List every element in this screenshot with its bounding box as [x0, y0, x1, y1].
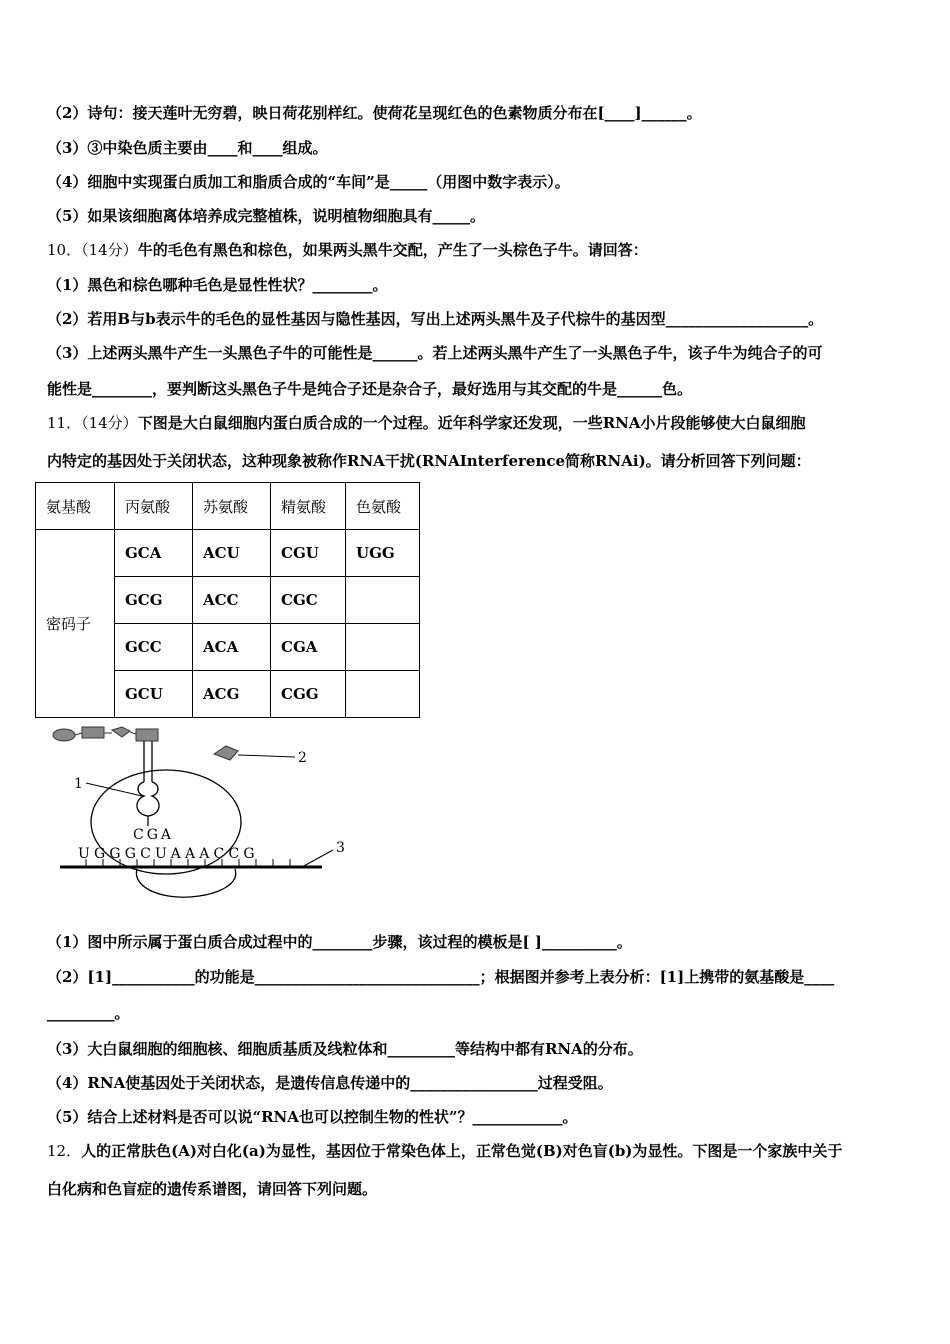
q10-part1: （1）黑色和棕色哪种毛色是显性性状？________。 — [47, 276, 388, 294]
codon-table-header — [36, 483, 420, 530]
header-cell: 苏氨酸 — [193, 483, 271, 530]
free-amino-acid — [214, 746, 238, 760]
header-cell: 丙氨酸 — [115, 483, 193, 530]
header-cell: 色氨酸 — [346, 483, 420, 530]
q9-part4: （4）细胞中实现蛋白质加工和脂质合成的“车间”是_____（用图中数字表示）。 — [47, 173, 570, 191]
label-1: 1 — [74, 776, 83, 792]
codon-cell: GCC — [115, 624, 193, 671]
row-label: 密码子 — [36, 530, 115, 718]
codon-cell: GCU — [115, 671, 193, 718]
codon-cell: ACC — [193, 577, 271, 624]
codon-cell: GCG — [115, 577, 193, 624]
q9-part5: （5）如果该细胞离体培养成完整植株，说明植物细胞具有_____。 — [47, 207, 485, 225]
header-cell: 氨基酸 — [36, 483, 115, 530]
q12-number: 12． — [47, 1142, 82, 1160]
peptide-chain — [53, 727, 158, 741]
codon-cell — [346, 671, 420, 718]
q11-part4: （4）RNA使基因处于关闭状态，是遗传信息传递中的_________________过程受阻。 — [47, 1074, 613, 1092]
trna-molecule — [137, 741, 159, 826]
q10-part3-line1: （3）上述两头黑牛产生一头黑色子牛的可能性是______。若上述两头黑牛产生了一头黑色子牛，该子牛为纯合子的可 — [47, 344, 823, 362]
q11-part3: （3）大白鼠细胞的细胞核、细胞质基质及线粒体和_________等结构中都有RNA的分布。 — [47, 1040, 643, 1058]
q11-part2-line1: （2）[1]___________的功能是______________________________；根据图并参考上表分析：[1]上携带的氨基酸是____ — [47, 968, 835, 986]
q11-number: 11．（14分） — [47, 414, 138, 432]
codon-cell: ACU — [193, 530, 271, 577]
q11-part1: （1）图中所示属于蛋白质合成过程中的________步骤，该过程的模板是[ ]__________。 — [47, 933, 632, 951]
codon-cell — [346, 624, 420, 671]
q10-number: 10．（14分） — [47, 241, 138, 259]
table-row — [36, 530, 420, 577]
codon-cell: CGG — [271, 671, 346, 718]
codon-cell — [346, 577, 420, 624]
codon-cell: ACA — [193, 624, 271, 671]
q11-part2-line2: _________。 — [47, 1004, 130, 1022]
codon-table — [35, 482, 420, 718]
header-cell: 精氨酸 — [271, 483, 346, 530]
q11-stem-text: 下图是大白鼠细胞内蛋白质合成的一个过程。近年科学家还发现，一些RNA小片段能够使大白鼠细胞 — [137, 414, 806, 432]
q12-stem-line2: 白化病和色盲症的遗传系谱图，请回答下列问题。 — [47, 1180, 378, 1198]
label-3-leader — [302, 850, 333, 867]
q12-stem-text: 人的正常肤色(A)对白化(a)为显性，基因位于常染色体上，正常色觉(B)对色盲(b)为显性。下图是一个家族中关于 — [81, 1142, 843, 1160]
q10-stem — [47, 239, 648, 260]
q10-part3-line2: 能性是________，要判断这头黑色子牛是纯合子还是杂合子，最好选用与其交配的牛是______色。 — [47, 380, 693, 398]
q11-stem-line1 — [47, 412, 806, 433]
codon-cell: GCA — [115, 530, 193, 577]
q11-part5: （5）结合上述材料是否可以说“RNA也可以控制生物的性状”？____________。 — [47, 1108, 578, 1126]
codon-cell: ACG — [193, 671, 271, 718]
codon-cell: CGU — [271, 530, 346, 577]
q11-stem-line2: 内特定的基因处于关闭状态，这种现象被称作RNA干扰(RNAInterference简称RNAi)。请分析回答下列问题： — [47, 452, 811, 470]
anticodon: CGA — [133, 827, 175, 843]
label-2-leader — [238, 755, 295, 757]
q9-part2: （2）诗句：接天莲叶无穷碧，映日荷花别样红。使荷花呈现红色的色素物质分布在[____]______。 — [47, 104, 702, 122]
q12-stem-line1 — [47, 1140, 842, 1161]
codon-cell: UGG — [346, 530, 420, 577]
label-3: 3 — [336, 840, 345, 856]
q9-part3: （3）③中染色质主要由____和____组成。 — [47, 139, 328, 157]
q10-stem-text: 牛的毛色有黑色和棕色，如果两头黑牛交配，产生了一头棕色子牛。请回答： — [137, 241, 648, 259]
codon-cell: CGA — [271, 624, 346, 671]
label-2: 2 — [298, 750, 307, 766]
mrna-sequence: UGGGCUAAACCG — [78, 846, 259, 862]
codon-cell: CGC — [271, 577, 346, 624]
q10-part2: （2）若用B与b表示牛的毛色的显性基因与隐性基因，写出上述两头黑牛及子代棕牛的基因型___________________。 — [47, 310, 824, 328]
translation-diagram — [40, 722, 360, 907]
